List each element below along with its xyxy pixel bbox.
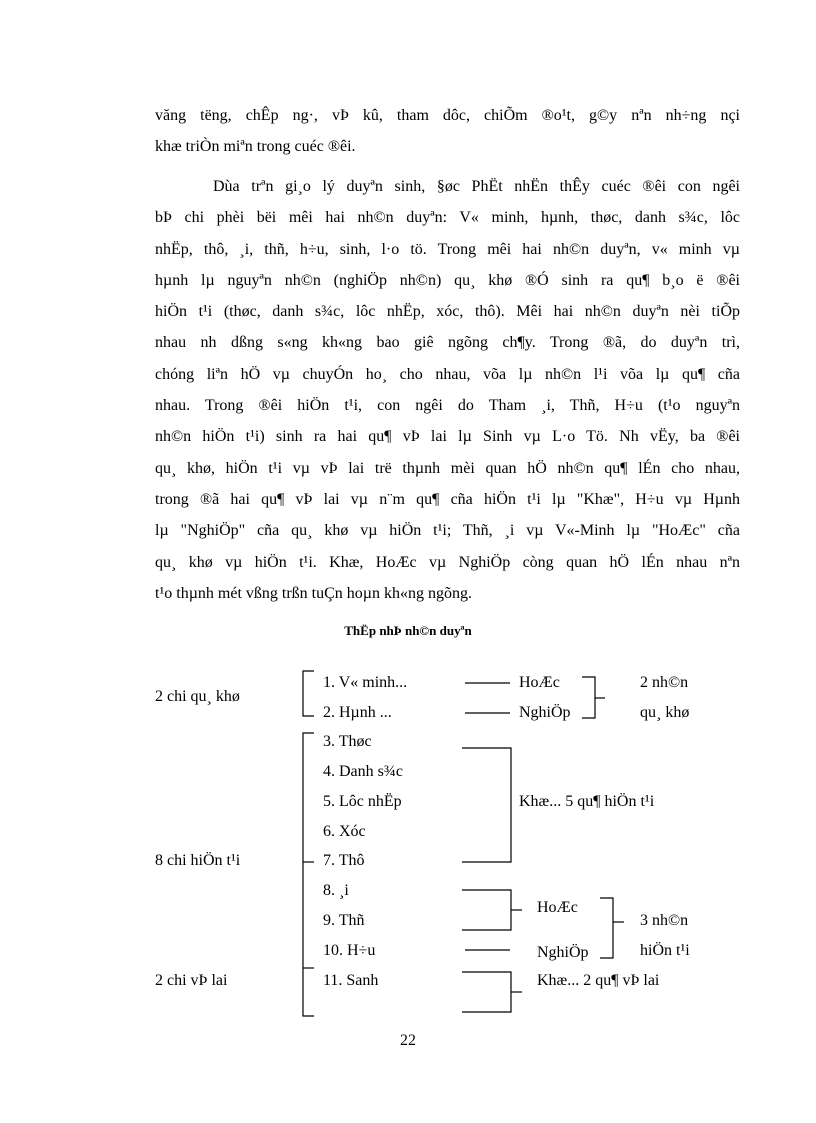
bracket-present-fruits: [462, 748, 511, 862]
text-line: bÞ chi phèi bëi mêi hai nh©n duyªn: V« minh, hµnh, thøc, danh s¾c, lôc: [155, 209, 740, 227]
text-line: văng tëng, chÊp ng·, vÞ kû, tham dôc, chiÕm ®o¹t, g©y nªn nh÷ng nçi: [155, 107, 740, 124]
item-8: 8. ¸i: [323, 882, 349, 899]
item-7: 7. Thô: [323, 852, 365, 869]
label-fruit-future: Khæ... 2 qu¶ vÞ lai: [537, 972, 660, 989]
text-line: hµnh lµ nguyªn nh©n (nghiÖp nh©n) qu¸ khø ®Ó sinh ra qu¶ b¸o ë ®êi: [155, 271, 740, 289]
label-nghiep-past: NghiÖp: [519, 704, 571, 721]
text-line: khæ triÒn miªn trong cuéc ®êi.: [155, 138, 356, 156]
item-2: 2. Hµnh ...: [323, 704, 392, 721]
item-1: 1. V« minh...: [323, 674, 408, 691]
text-line: nhau. Trong ®êi hiÖn t¹i, con ngêi do Tham ¸i, Thñ, H÷u (t¹o nguyªn: [155, 397, 740, 415]
label-hoac-past: HoÆc: [519, 674, 560, 691]
text-line: nhËp, thô, ¸i, thñ, h÷u, sinh, l·o tö. Trong mêi hai nh©n duyªn, v« minh vµ: [155, 240, 740, 258]
label-cause-present-1: 3 nh©n: [640, 912, 689, 929]
item-6: 6. Xóc: [323, 823, 366, 840]
group-past-label: 2 chi qu¸ khø: [155, 688, 240, 705]
bracket-present-future: [303, 733, 314, 1016]
text-line: nh©n hiÖn t¹i) sinh ra hai qu¶ vÞ lai lµ Sinh vµ L·o Tö. Nh vËy, ba ®êi: [155, 428, 740, 446]
page-number: 22: [400, 1032, 416, 1049]
label-hoac-present: HoÆc: [537, 899, 578, 916]
item-9: 9. Thñ: [323, 912, 365, 929]
item-3: 3. Thøc: [323, 733, 372, 750]
text-line: chóng liªn hÖ vµ chuyÓn ho¸ cho nhau, võa lµ nh©n l¹i võa lµ qu¶ cña: [155, 365, 740, 383]
group-present-label: 8 chi hiÖn t¹i: [155, 852, 241, 869]
group-future-label: 2 chi vÞ lai: [155, 972, 228, 989]
text-line: qu¸ khø, hiÖn t¹i vµ vÞ lai trë thµnh mèi quan hÖ nh©n qu¶ lÉn cho nhau,: [155, 459, 740, 477]
diagram-title: ThËp nhÞ nh©n duyªn: [344, 623, 472, 638]
bracket-past: [303, 671, 314, 716]
text-line: trong ®ã hai qu¶ vÞ lai vµ n¨m qu¶ cña hiÖn t¹i lµ "Khæ", H÷u vµ Hµnh: [155, 490, 740, 508]
label-fruit-present: Khæ... 5 qu¶ hiÖn t¹i: [519, 793, 655, 810]
bracket-future-fruits: [462, 972, 511, 1012]
label-cause-past-2: qu¸ khø: [640, 704, 690, 721]
text-line: Dùa trªn gi¸o lý duyªn sinh, §øc PhËt nhËn thÊy cuéc ®êi con ngêi: [213, 178, 740, 195]
text-line: hiÖn t¹i (thøc, danh s¾c, lôc nhËp, xóc, thô). Mêi hai nh©n duyªn nèi tiÕp: [155, 303, 740, 321]
item-5: 5. Lôc nhËp: [323, 793, 402, 810]
item-10: 10. H÷u: [323, 942, 376, 959]
text-line: nhau nh dßng s«ng kh«ng bao giê ngõng ch¶y. Trong ®ã, do duyªn trì,: [155, 334, 740, 352]
text-line: t¹o thµnh mét vßng trßn tuÇn hoµn kh«ng ngõng.: [155, 584, 473, 602]
bracket-present-causes: [600, 898, 613, 958]
label-cause-present-2: hiÖn t¹i: [640, 942, 690, 959]
item-11: 11. Sanh: [323, 972, 379, 989]
bracket-ai-thu: [462, 890, 511, 930]
bracket-past-causes: [582, 677, 595, 718]
label-cause-past-1: 2 nh©n: [640, 674, 689, 691]
item-4: 4. Danh s¾c: [323, 763, 403, 780]
text-line: qu¸ khø vµ hiÖn t¹i. Khæ, HoÆc vµ NghiÖp còng quan hÖ lÉn nhau nªn: [155, 553, 740, 571]
label-nghiep-present: NghiÖp: [537, 944, 589, 961]
text-line: lµ "NghiÖp" cña qu¸ khø vµ hiÖn t¹i; Thñ, ¸i vµ V«-Minh lµ "HoÆc" cña: [155, 522, 740, 540]
